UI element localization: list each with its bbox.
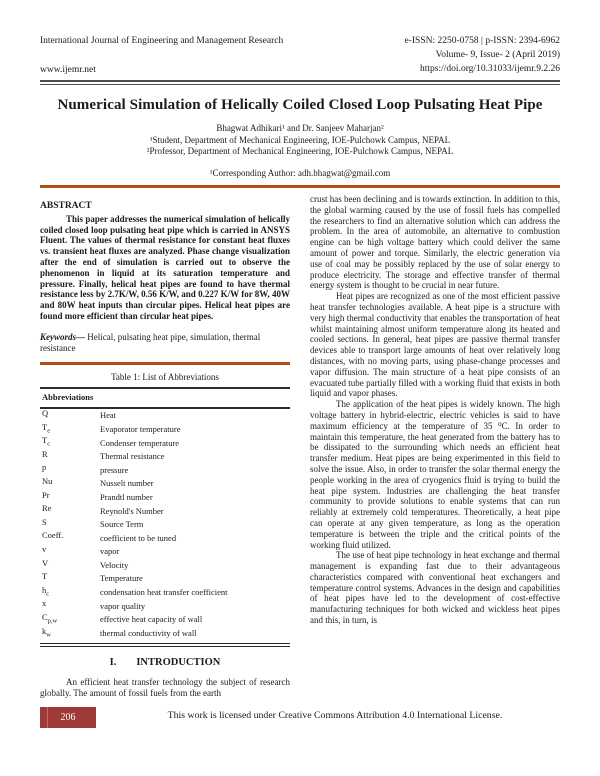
table-row <box>40 436 290 450</box>
affiliation-2: ²Professor, Department of Mechanical Engineering, IOE-Pulchowk Campus, NEPAL <box>146 146 454 156</box>
section-number: I. <box>109 657 117 669</box>
table-row <box>40 423 290 437</box>
keywords-text: Helical, pulsating heat pipe, simulation, thermal resistance <box>40 331 261 353</box>
abbrev-description: Evaporator temperature <box>100 423 181 434</box>
doi-link[interactable]: https://doi.org/10.31033/ijemr.9.2.26 <box>420 64 560 74</box>
body-paragraph: The application of the heat pipes is widely known. The high voltage battery in hybrid-electric, electric vehicles is said to have maximum efficiency at the temperature of 35 ⁰C. In order to maintain this temperature, the heat generated from the battery has to be dissipated to the surrounding which needs an efficient heat transfer medium. Heat pipes are being experimented in this field to solve the issue. Also, in order to transfer the solar thermal energy the people working in the area of cryogenics fluid is trying to build the heat pipe system. Industries are challenging the heat transfer community to provide solutions to enable systems that can run reliably at extremely cold temperatures. Theoretically, a heat pipe can operate at any given temperature, as long as the operation temperature is between the triple and the critical points of the working fluid utilized. <box>310 399 560 550</box>
abbrev-description: Heat <box>100 410 117 421</box>
abbrev-description: Condenser temperature <box>100 437 180 448</box>
abbreviations-table <box>40 387 290 647</box>
body-paragraph: Heat pipes are recognized as one of the most efficient passive heat transfer technologies available. A heat pipe is a structure with very high thermal conductivity that enables the transportation of heat whilst maintaining almost uniform temperature along its heated and cooled sections. In general, heat pipes are passive thermal transfer devices able to transport large amounts of heat over relatively long distances, with no moving parts, using phase-change processes and vapor diffusion. The main structure of a heat pipe consists of an evacuated tube partially filled with a working fluid that exists in both liquid and vapor phases. <box>310 291 560 399</box>
abstract-heading: ABSTRACT <box>40 201 92 211</box>
table-caption: Table 1: List of Abbreviations <box>111 372 219 383</box>
table-body <box>40 409 290 640</box>
header-divider <box>40 80 560 85</box>
table-row <box>40 572 290 586</box>
abbrev-symbol-base: R <box>42 448 48 459</box>
abbrev-description: effective heat capacity of wall <box>100 614 203 625</box>
table-row <box>40 545 290 559</box>
accent-divider-top <box>40 185 560 188</box>
abbrev-symbol-base: V <box>42 557 49 568</box>
abbrev-description: Source Term <box>100 519 144 530</box>
paper-title: Numerical Simulation of Helically Coiled Closed Loop Pulsating Heat Pipe <box>57 97 543 113</box>
table-row <box>40 613 290 627</box>
journal-name: International Journal of Engineering and Management Research <box>40 36 284 46</box>
abbrev-symbol-subscript: p,w <box>47 617 58 625</box>
abbrev-symbol-base: k <box>42 625 47 636</box>
table-row <box>40 477 290 491</box>
table-row <box>40 558 290 572</box>
keywords-label: Keywords— <box>40 331 85 342</box>
page-number-badge: 206 <box>40 707 96 728</box>
abbrev-description: Velocity <box>100 559 129 570</box>
abbrev-description: Temperature <box>100 573 143 584</box>
abbrev-symbol-base: T <box>42 571 48 582</box>
table-row <box>40 491 290 505</box>
page-header <box>40 34 560 77</box>
body-paragraph: crust has been declining and is towards extinction. In addition to this, the global warming caused by the use of fossil fuels has compelled the researchers to find an alternative solution which can address the problem. In the area of automobile, an alternative to combustion engine can be high voltage battery which could deliver the same amount of power and torque. Similarly, the electric generation via use of coal may be possibly replaced by the use of solar energy to produce electricity. The storage and effective transfer of thermal energy system is thought to be crucial in near future. <box>310 194 560 291</box>
issn-line: e-ISSN: 2250-0758 | p-ISSN: 2394-6962 <box>404 36 560 46</box>
abbrev-description: thermal conductivity of wall <box>100 627 197 638</box>
abbrev-symbol <box>40 626 100 641</box>
abbrev-symbol-base: T <box>42 421 48 432</box>
table-row <box>40 504 290 518</box>
header-right <box>405 34 560 77</box>
abbrev-symbol-base: C <box>42 611 48 622</box>
corresponding-author-email[interactable]: ¹Corresponding Author: adh.bhagwat@gmail.com <box>209 168 391 178</box>
abbrev-symbol-base: Re <box>42 503 52 514</box>
abstract-text: This paper addresses the numerical simulation of helically coiled closed loop pulsating heat pipe which is carried in ANSYS Fluent. The values of thermal resistance for constant heat fluxes vs. transient heat fluxes are analyzed. Phase change visualization after the end of simulation is carried out to observe the phenomenon in liquid at its saturation temperature and pressure. Finally, helical heat pipes are found to have thermal resistance less by 2.7K/W, 0.56 K/W, and 0.227 K/W for 8W, 40W and 80W heat inputs than circular pipes. Helical heat pipes are found more efficient than circular heat pipes. <box>40 213 290 321</box>
table-row <box>40 450 290 464</box>
header-left <box>40 34 283 77</box>
table-row <box>40 586 290 600</box>
volume-issue: Volume- 9, Issue- 2 (April 2019) <box>435 50 560 60</box>
body-paragraph: The use of heat pipe technology in heat exchange and thermal management is expanding fast due to their advantageous characteristics compared with conventional heat exchangers and temperature control systems. Advances in the design and capabilities of heat pipes have led to the development of cost-effective manufacturing techniques for both wicked and wickless heat pipes and this, in turn, is <box>310 550 560 626</box>
abbrev-symbol-base: h <box>42 584 47 595</box>
abbrev-description: vapor <box>100 546 120 557</box>
abbrev-description: Nusselt number <box>100 478 154 489</box>
table-header: Abbreviations <box>42 392 94 403</box>
table-row <box>40 626 290 640</box>
right-column <box>310 194 560 698</box>
abbrev-symbol-base: Q <box>42 408 49 419</box>
abbrev-description: condensation heat transfer coefficient <box>100 587 228 598</box>
abbrev-description: pressure <box>100 464 129 475</box>
affiliation-1: ¹Student, Department of Mechanical Engineering, IOE-Pulchowk Campus, NEPAL <box>149 134 451 145</box>
paper-body <box>40 194 560 698</box>
keywords-line <box>40 332 290 354</box>
introduction-paragraph: An efficient heat transfer technology the subject of research globally. The amount of fossil fuels from the earth <box>40 676 290 698</box>
abbrev-symbol-base: Coeff. <box>42 530 64 541</box>
abbrev-description: coefficient to be tuned <box>100 532 177 543</box>
abbrev-symbol-subscript: e <box>47 427 51 435</box>
abbrev-description: Thermal resistance <box>100 451 165 462</box>
abbrev-symbol-subscript: c <box>47 440 51 448</box>
table-row <box>40 518 290 532</box>
abbrev-symbol-subscript: w <box>46 631 51 639</box>
section-title: INTRODUCTION <box>136 657 221 669</box>
abbrev-description: vapor quality <box>100 600 146 611</box>
abbrev-description: Reynold's Number <box>100 505 164 516</box>
table-row <box>40 463 290 477</box>
abbrev-symbol-base: Nu <box>42 475 53 486</box>
abbrev-symbol-subscript: c <box>46 590 50 598</box>
table-row <box>40 599 290 613</box>
abbrev-symbol-base: v <box>42 543 47 554</box>
abbrev-symbol-base: p <box>42 462 47 473</box>
abbrev-symbol-base: T <box>42 435 48 446</box>
section-heading-introduction <box>40 658 290 669</box>
author-block <box>0 123 600 158</box>
table-row <box>40 531 290 545</box>
abbrev-symbol-base: Pr <box>42 489 50 500</box>
table-row <box>40 409 290 423</box>
abbrev-symbol-base: x <box>42 598 47 609</box>
journal-website-link[interactable]: www.ijemr.net <box>40 65 96 75</box>
left-column <box>40 194 290 698</box>
accent-divider-left-column <box>40 362 290 365</box>
abbrev-symbol-base: S <box>42 516 47 527</box>
abbrev-description: Prandtl number <box>100 491 153 502</box>
table-bottom-rule <box>40 643 290 647</box>
license-text: This work is licensed under Creative Commons Attribution 4.0 International License. <box>167 710 503 721</box>
author-names: Bhagwat Adhikari¹ and Dr. Sanjeev Maharjan² <box>216 123 384 133</box>
